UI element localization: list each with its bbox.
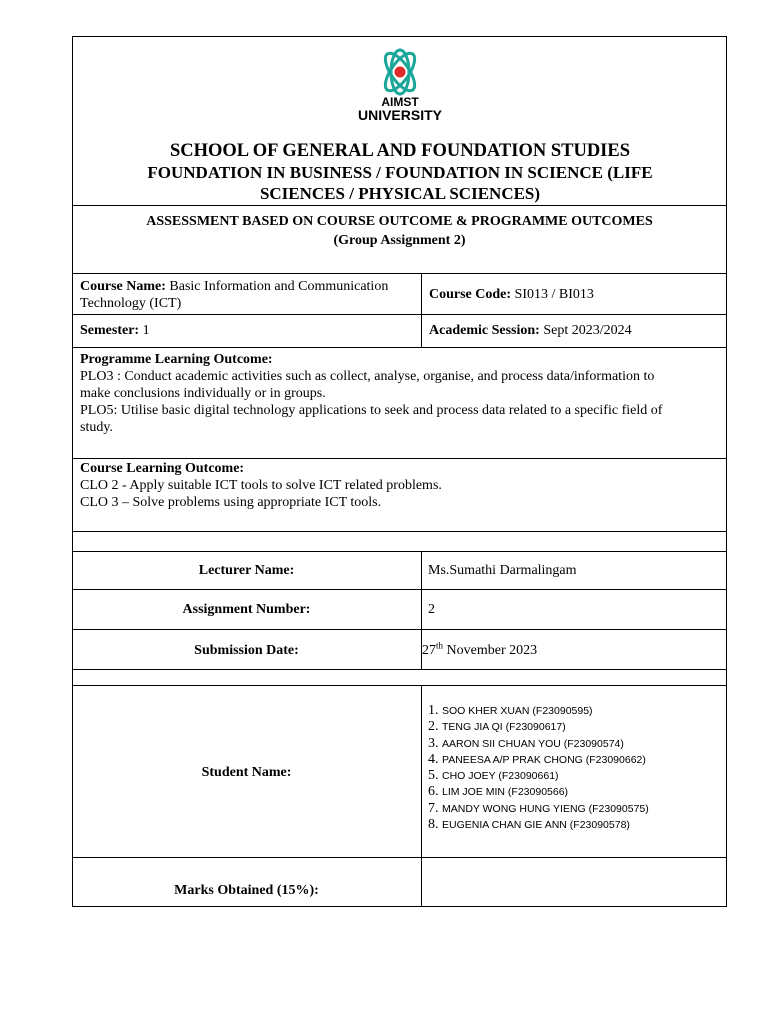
divider bbox=[72, 629, 727, 630]
student-name: AARON SII CHUAN YOU (F23090574) bbox=[442, 737, 624, 750]
divider bbox=[72, 531, 727, 532]
divider bbox=[72, 205, 727, 206]
divider bbox=[72, 314, 727, 315]
academic-session-cell bbox=[429, 322, 632, 339]
plo-heading: Programme Learning Outcome: bbox=[80, 352, 273, 367]
semester-value: 1 bbox=[139, 323, 150, 338]
clo-line: CLO 3 – Solve problems using appropriate ICT tools. bbox=[80, 495, 382, 510]
submission-day-suffix: th bbox=[436, 640, 444, 651]
list-number: 3. bbox=[428, 735, 439, 751]
list-number: 2. bbox=[428, 719, 439, 735]
divider bbox=[72, 273, 727, 274]
plo-line: PLO3 : Conduct academic activities such as collect, analyse, organise, and process data/information to bbox=[80, 369, 655, 384]
list-number: 5. bbox=[428, 768, 439, 784]
list-number: 7. bbox=[428, 800, 439, 816]
programme-title-line2: SCIENCES / PHYSICAL SCIENCES) bbox=[259, 184, 541, 203]
student-name-label: Student Name: bbox=[201, 765, 292, 780]
list-item bbox=[428, 736, 723, 752]
assignment-number-value: 2 bbox=[428, 602, 435, 617]
programme-title bbox=[110, 162, 690, 204]
submission-date-label: Submission Date: bbox=[194, 643, 299, 658]
list-item bbox=[428, 817, 723, 833]
academic-session-label: Academic Session: bbox=[429, 323, 540, 338]
course-name-label: Course Name: bbox=[80, 279, 166, 294]
semester-label: Semester: bbox=[80, 323, 140, 338]
submission-day: 27 bbox=[422, 643, 436, 658]
submission-date-value bbox=[422, 642, 537, 659]
school-title: SCHOOL OF GENERAL AND FOUNDATION STUDIES bbox=[169, 141, 631, 161]
divider bbox=[72, 551, 727, 552]
lecturer-name-label: Lecturer Name: bbox=[198, 563, 295, 578]
assessment-title: ASSESSMENT BASED ON COURSE OUTCOME & PROGRAMME OUTCOMES bbox=[146, 214, 653, 229]
list-item bbox=[428, 801, 723, 817]
programme-title-line1: FOUNDATION IN BUSINESS / FOUNDATION IN SCIENCE (LIFE bbox=[147, 163, 653, 182]
assignment-number-label: Assignment Number: bbox=[182, 602, 311, 617]
list-number: 1. bbox=[428, 703, 439, 718]
divider bbox=[72, 589, 727, 590]
clo-section bbox=[80, 460, 720, 511]
course-code-cell bbox=[429, 286, 594, 303]
clo-line: CLO 2 - Apply suitable ICT tools to solve ICT related problems. bbox=[80, 478, 442, 493]
student-list bbox=[428, 703, 723, 833]
plo-section bbox=[80, 351, 720, 436]
divider bbox=[72, 685, 727, 686]
course-code-value: SI013 / BI013 bbox=[511, 287, 594, 302]
list-number: 6. bbox=[428, 784, 439, 800]
academic-session-value: Sept 2023/2024 bbox=[539, 323, 632, 338]
list-number: 8. bbox=[428, 817, 439, 833]
column-divider bbox=[421, 273, 422, 347]
course-name-value: Basic Information and Communication bbox=[165, 279, 389, 294]
student-name: PANEESA A/P PRAK CHONG (F23090662) bbox=[442, 753, 646, 766]
course-name-value-2: Technology (ICT) bbox=[80, 296, 182, 311]
student-name: EUGENIA CHAN GIE ANN (F23090578) bbox=[442, 819, 630, 832]
course-code-label: Course Code: bbox=[429, 287, 512, 302]
marks-obtained-label: Marks Obtained (15%): bbox=[174, 883, 319, 898]
assessment-subtitle: (Group Assignment 2) bbox=[333, 233, 466, 248]
semester-cell bbox=[80, 322, 150, 339]
student-name: LIM JOE MIN (F23090566) bbox=[442, 786, 569, 799]
course-name-cell bbox=[80, 278, 418, 312]
logo-text-aimst: AIMST bbox=[381, 95, 419, 109]
divider bbox=[72, 669, 727, 670]
logo-text-university: UNIVERSITY bbox=[357, 107, 442, 123]
student-name: TENG JIA QI (F23090617) bbox=[442, 721, 566, 734]
student-name: CHO JOEY (F23090661) bbox=[442, 770, 559, 783]
plo-line: make conclusions individually or in groups. bbox=[80, 386, 326, 401]
submission-month-year: November 2023 bbox=[443, 643, 538, 658]
divider bbox=[72, 458, 727, 459]
divider bbox=[72, 347, 727, 348]
list-item bbox=[428, 752, 723, 768]
list-item bbox=[428, 784, 723, 800]
plo-line: study. bbox=[80, 420, 113, 435]
list-item bbox=[428, 768, 723, 784]
clo-heading: Course Learning Outcome: bbox=[80, 461, 245, 476]
plo-line: PLO5: Utilise basic digital technology applications to seek and process data related to a specific field of bbox=[80, 403, 663, 418]
divider bbox=[72, 857, 727, 858]
list-number: 4. bbox=[428, 751, 439, 767]
column-divider bbox=[421, 685, 422, 907]
student-name: MANDY WONG HUNG YIENG (F23090575) bbox=[442, 802, 649, 815]
student-name: SOO KHER XUAN (F23090595) bbox=[442, 705, 593, 717]
lecturer-name-value: Ms.Sumathi Darmalingam bbox=[428, 563, 577, 578]
list-item bbox=[428, 703, 723, 719]
list-item bbox=[428, 719, 723, 735]
